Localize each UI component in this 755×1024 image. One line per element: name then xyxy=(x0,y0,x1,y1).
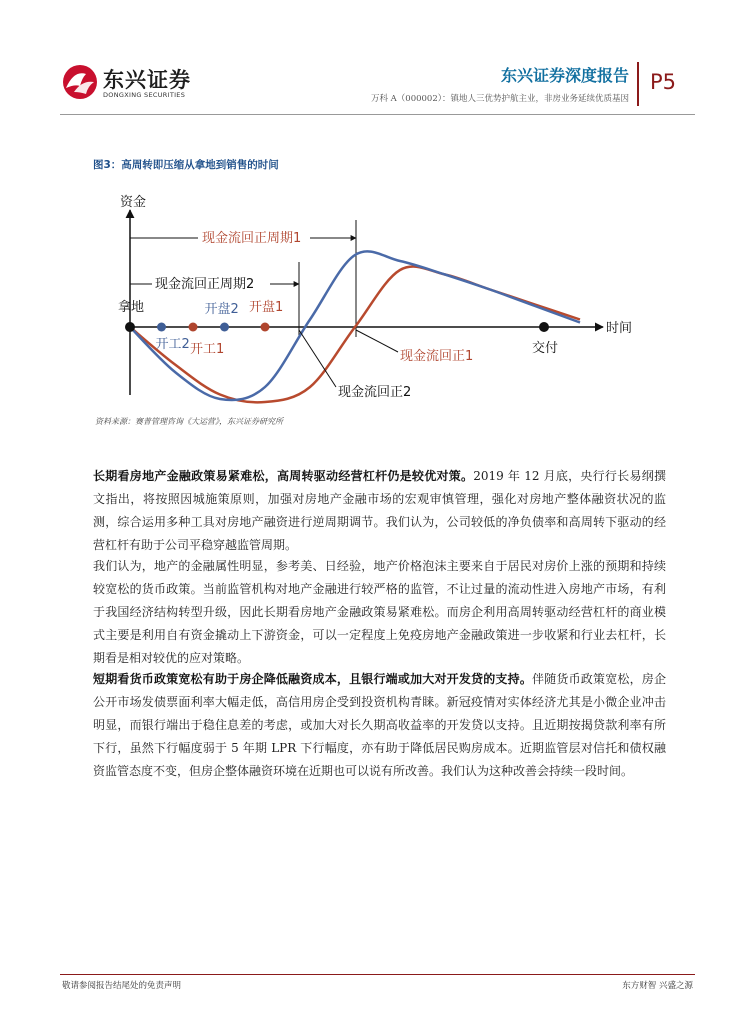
event-label-4: 开盘1 xyxy=(249,300,284,315)
event-point-1 xyxy=(157,323,166,332)
header-rule xyxy=(60,114,695,115)
cashflow1-label: 现金流回正1 xyxy=(400,349,474,364)
footer-disclaimer: 敬请参阅报告结尾处的免责声明 xyxy=(62,981,182,991)
logo-text: 东兴证券 xyxy=(103,68,191,92)
paragraph-1-lead: 长期看房地产金融政策易紧难松，高周转驱动经营杠杆仍是较优对策。 xyxy=(93,469,474,483)
leader-cashflow1 xyxy=(356,330,398,352)
figure-caption: 图3：高周转即压缩从拿地到销售的时间 xyxy=(93,159,279,171)
event-label-2: 开工1 xyxy=(190,342,225,357)
cashflow-chart xyxy=(80,180,640,405)
footer-slogan: 东方财智 兴盛之源 xyxy=(622,981,693,991)
header-divider xyxy=(637,62,639,106)
report-subtitle: 万科 A（000002）：镇地人三优势护航主业，非房业务延续优质基因 xyxy=(370,94,629,104)
span2-label: 现金流回正周期2 xyxy=(155,277,255,292)
paragraph-1 xyxy=(93,465,666,557)
paragraph-1-body: 2019 年 12 月底，央行行长易纲撰文指出，将按照因城施策原则，加强对房地产金融市场的宏观审慎管理，强化对房地产整体融资状况的监测，综合运用多种工具对房地产融资进行逆周期调节。我们认为，公司较低的净负债率和高周转下驱动的经营杠杆有助于公司平稳穿越监管周期。 xyxy=(93,469,666,552)
event-point-0 xyxy=(125,322,135,332)
event-point-5 xyxy=(539,322,549,332)
logo-subtext: DONGXING SECURITIES xyxy=(103,91,186,99)
span1-label: 现金流回正周期1 xyxy=(202,231,302,246)
event-label-3: 开盘2 xyxy=(204,302,239,317)
event-label-0: 拿地 xyxy=(118,300,145,315)
paragraph-3-lead: 短期看货币政策宽松有助于房企降低融资成本，且银行端或加大对开发贷的支持。 xyxy=(93,672,533,686)
y-axis-label: 资金 xyxy=(120,195,147,210)
event-label-1: 开工2 xyxy=(155,337,190,352)
page-number: P5 xyxy=(650,70,677,94)
cashflow2-label: 现金流回正2 xyxy=(338,385,412,400)
paragraph-3-body: 伴随货币政策宽松，房企公开市场发债票面利率大幅走低，高信用房企受到投资机构青睐。新冠疫情对实体经济尤其是小微企业冲击明显，而银行端出于稳住息差的考虑，或加大对长久期高收益率的开发贷以支持。且近期按揭贷款利率有所下行，虽然下行幅度弱于 5 年期 LPR 下行幅度，亦有助于降低居民购房成本。近期监管层对信托和债权融资监管态度不变，但房企整体融资环境在近期也可以说有所改善。我们认为这种改善会持续一段时间。 xyxy=(93,672,666,778)
x-axis-label: 时间 xyxy=(606,321,633,336)
paragraph-3 xyxy=(93,668,666,783)
report-title: 东兴证券深度报告 xyxy=(500,66,629,85)
figure-source: 资料来源：赛普管理咨询《大运营》，东兴证券研究所 xyxy=(95,417,283,426)
footer-rule xyxy=(60,974,695,975)
event-point-3 xyxy=(220,323,229,332)
event-point-2 xyxy=(189,323,198,332)
paragraph-2: 我们认为，地产的金融属性明显，参考美、日经验，地产价格泡沫主要来自于居民对房价上涨的预期和持续较宽松的货币政策。当前监管机构对地产金融进行较严格的监管，不让过量的流动性进入房地产市场，有利于我国经济结构转型升级，因此长期看房地产金融政策易紧难松。而房企利用高周转驱动经营杠杆的商业模式主要是利用自有资金撬动上下游资金，可以一定程度上免疫房地产金融政策进一步收紧和行业去杠杆，长期看是相对较优的应对策略。 xyxy=(93,559,666,665)
event-point-4 xyxy=(261,323,270,332)
event-label-5: 交付 xyxy=(532,341,559,356)
